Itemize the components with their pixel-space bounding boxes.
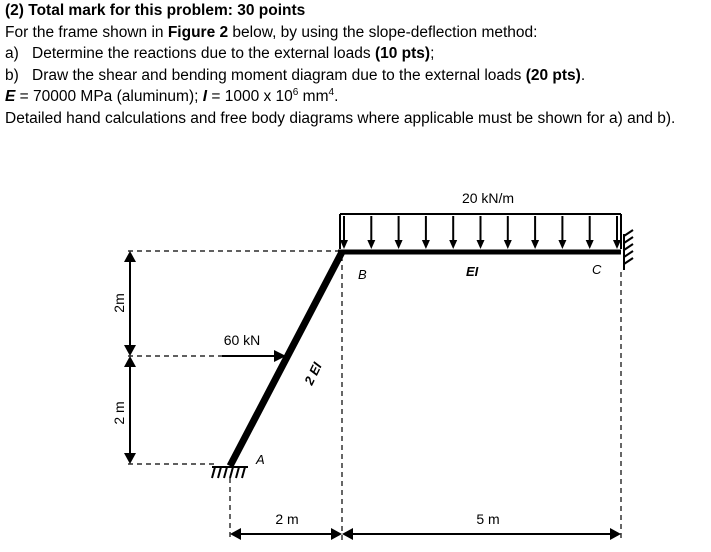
beam-stiffness-label: EI bbox=[466, 264, 479, 279]
udl-arrow-head bbox=[340, 240, 348, 249]
I-end: . bbox=[334, 88, 339, 105]
dim-upper-arrowhead-bottom bbox=[124, 345, 136, 356]
I-value: = 1000 x 10 bbox=[207, 88, 293, 105]
I-unit: mm bbox=[298, 88, 329, 105]
E-value: = 70000 MPa (aluminum); bbox=[15, 88, 203, 105]
intro-figure-ref: Figure 2 bbox=[167, 23, 229, 41]
dim-left-arrowhead-right bbox=[331, 528, 342, 540]
problem-heading: (2) Total mark for this problem: 30 points bbox=[5, 2, 306, 19]
I-exponent: 6 bbox=[292, 87, 299, 98]
I-symbol: I bbox=[202, 88, 208, 105]
udl-arrow-head bbox=[367, 240, 375, 249]
point-load-label: 60 kN bbox=[223, 332, 261, 348]
dim-right-arrowhead-right bbox=[610, 528, 621, 540]
dim-left-arrowhead-left bbox=[230, 528, 241, 540]
item-b-points: (20 pts) bbox=[525, 66, 581, 84]
item-a-text: Determine the reactions due to the external loads bbox=[32, 45, 375, 62]
point-load bbox=[222, 350, 286, 362]
udl-arrows bbox=[340, 216, 621, 249]
support-C-hatch-1 bbox=[624, 230, 633, 236]
dim-upper-arrowhead-top bbox=[124, 251, 136, 262]
item-b-label: b) bbox=[5, 66, 19, 84]
horizontal-dimensions bbox=[230, 528, 621, 540]
item-b-text: Draw the shear and bending moment diagram due to the external loads bbox=[32, 66, 526, 84]
intro-post: below, by using the slope-deflection method: bbox=[228, 23, 538, 41]
vertical-dimensions bbox=[124, 251, 136, 464]
support-A-hatch-1 bbox=[212, 467, 215, 478]
node-A-label: A bbox=[256, 452, 265, 467]
fixed-support-A bbox=[212, 467, 248, 478]
support-A-hatch-6 bbox=[242, 467, 245, 478]
item-a-end: ; bbox=[430, 45, 435, 62]
fixed-support-C bbox=[624, 230, 633, 270]
support-A-hatch-3 bbox=[224, 467, 227, 478]
support-C-hatch-2 bbox=[624, 237, 633, 243]
item-a-points: (10 pts) bbox=[374, 45, 431, 62]
support-C-hatch-5 bbox=[624, 258, 633, 264]
support-C-hatch-4 bbox=[624, 251, 633, 257]
dim-lower-arrowhead-top bbox=[124, 356, 136, 367]
node-B-label: B bbox=[358, 267, 367, 282]
udl-label: 20 kN/m bbox=[461, 190, 515, 206]
udl-arrow-head bbox=[613, 240, 621, 249]
udl-arrow-head bbox=[422, 240, 430, 249]
udl-arrow-head bbox=[504, 240, 512, 249]
dim-right-label: 5 m bbox=[476, 511, 500, 527]
E-symbol: E bbox=[5, 88, 16, 105]
udl-arrow-head bbox=[449, 240, 457, 249]
dim-lower-label: 2 m bbox=[111, 401, 127, 425]
support-C-hatch-3 bbox=[624, 244, 633, 250]
udl-arrow-head bbox=[477, 240, 485, 249]
item-a-label: a) bbox=[5, 45, 19, 62]
column-AB bbox=[230, 252, 342, 466]
support-A-hatch-5 bbox=[236, 467, 239, 478]
support-A-hatch-4 bbox=[230, 467, 233, 478]
instructions: Detailed hand calculations and free body diagrams where applicable must be shown for a) and b). bbox=[5, 109, 676, 127]
udl-arrow-head bbox=[586, 240, 594, 249]
udl-arrow-head bbox=[558, 240, 566, 249]
intro-pre: For the frame shown in bbox=[5, 23, 168, 41]
node-C-label: C bbox=[592, 262, 602, 277]
distributed-load bbox=[340, 214, 621, 249]
dim-upper-label: 2m bbox=[111, 293, 127, 313]
dim-lower-arrowhead-bottom bbox=[124, 453, 136, 464]
item-b-end: . bbox=[580, 66, 586, 84]
dashed-reference-lines bbox=[128, 251, 621, 540]
dim-left-label: 2 m bbox=[275, 511, 299, 527]
column-stiffness-label: 2 EI bbox=[301, 359, 325, 388]
udl-arrow-head bbox=[395, 240, 403, 249]
udl-arrow-head bbox=[531, 240, 539, 249]
dim-right-arrowhead-left bbox=[342, 528, 353, 540]
I-unit-exponent: 4 bbox=[328, 87, 335, 98]
support-A-hatch-2 bbox=[218, 467, 221, 478]
